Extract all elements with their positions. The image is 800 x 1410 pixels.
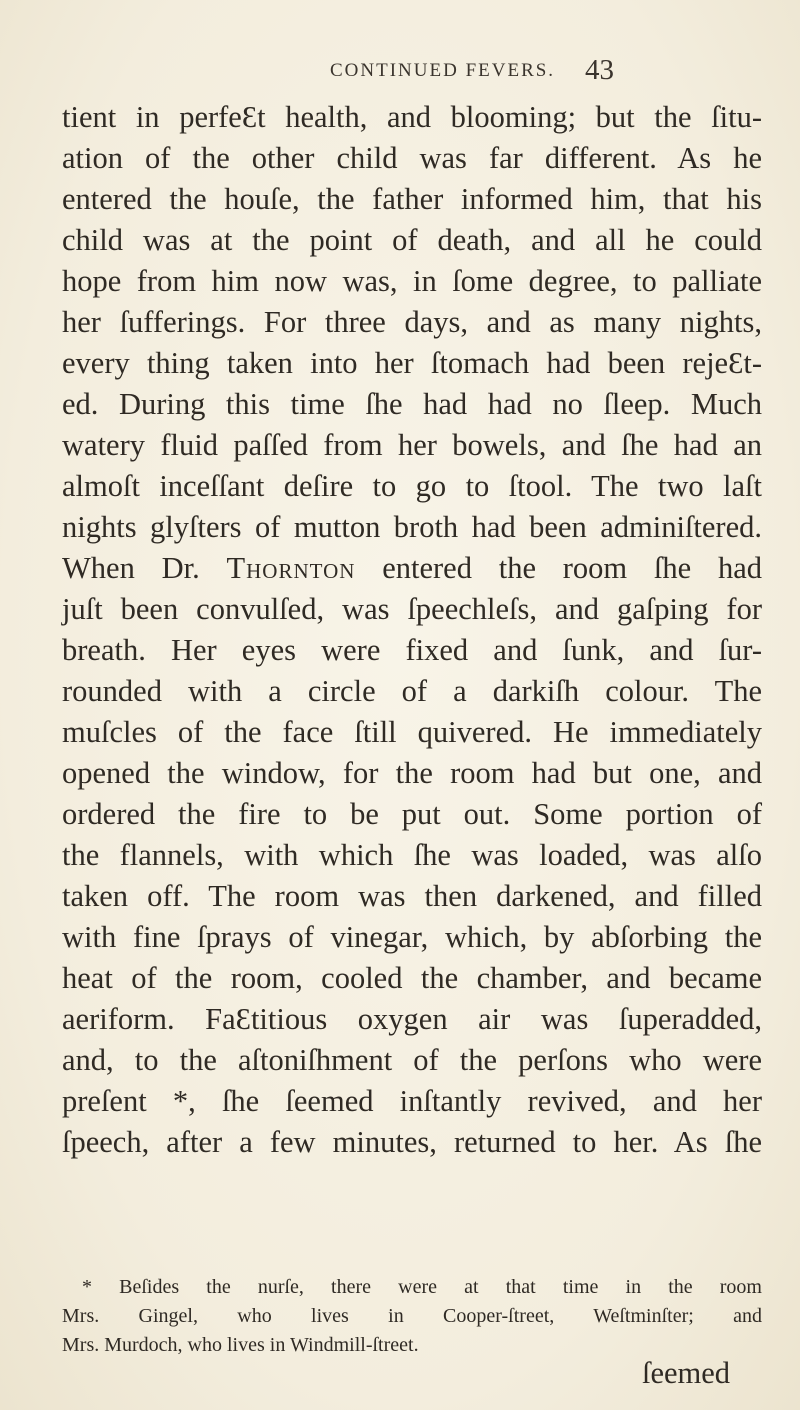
catchword: ſeemed <box>642 1356 731 1390</box>
text-fragment: entered the room ſhe had <box>382 551 763 585</box>
text-line: with fine ſprays of vinegar, which, by abſorbing the <box>62 920 762 954</box>
text-line: every thing taken into her ſtomach had been rejeƐt- <box>62 346 762 380</box>
running-head: CONTINUED FEVERS. <box>330 60 556 81</box>
body-text <box>62 97 762 1163</box>
text-line: breath. Her eyes were fixed and ſunk, and ſur- <box>62 633 762 667</box>
page-number: 43 <box>585 54 614 86</box>
text-line: the flannels, with which ſhe was loaded, was alſo <box>62 838 762 872</box>
text-line-with-name <box>62 548 762 589</box>
person-name: Thornton <box>226 551 356 585</box>
text-line: tient in perfeƐt health, and blooming; but the ſitu- <box>62 100 762 134</box>
text-line: and, to the aſtoniſhment of the perſons who were <box>62 1043 762 1077</box>
text-line: ſpeech, after a few minutes, returned to her. As ſhe <box>62 1125 762 1159</box>
text-fragment: When Dr. <box>62 551 227 585</box>
text-line: child was at the point of death, and all he could <box>62 223 762 257</box>
text-line: nights glyſters of mutton broth had been adminiſtered. <box>62 510 762 544</box>
page-header <box>0 52 800 92</box>
footnote-line: Mrs. Murdoch, who lives in Windmill-ſtreet. <box>62 1334 419 1356</box>
text-line: ed. During this time ſhe had had no ſleep. Much <box>62 387 762 421</box>
text-line: heat of the room, cooled the chamber, and became <box>62 961 762 995</box>
text-line: almoſt inceſſant deſire to go to ſtool. The two laſt <box>62 469 762 503</box>
text-line: preſent *, ſhe ſeemed inſtantly revived, and her <box>62 1084 762 1118</box>
text-line: ation of the other child was far different. As he <box>62 141 762 175</box>
text-line: taken off. The room was then darkened, and filled <box>62 879 762 913</box>
text-line: watery fluid paſſed from her bowels, and ſhe had an <box>62 428 762 462</box>
text-line: aeriform. FaƐtitious oxygen air was ſuperadded, <box>62 1002 762 1036</box>
text-line: muſcles of the face ſtill quivered. He immediately <box>62 715 762 749</box>
text-line: ordered the fire to be put out. Some portion of <box>62 797 762 831</box>
footnote-line: * Beſides the nurſe, there were at that time in the room <box>82 1276 762 1298</box>
text-line: her ſufferings. For three days, and as many nights, <box>62 305 762 339</box>
text-line: entered the houſe, the father informed him, that his <box>62 182 762 216</box>
text-line: juſt been convulſed, was ſpeechleſs, and gaſping for <box>62 592 762 626</box>
text-line: rounded with a circle of a darkiſh colour. The <box>62 674 762 708</box>
text-line: opened the window, for the room had but one, and <box>62 756 762 790</box>
footnote-line: Mrs. Gingel, who lives in Cooper-ſtreet, Weſtminſter; and <box>62 1305 762 1327</box>
footnote <box>62 1273 762 1360</box>
text-line: hope from him now was, in ſome degree, to palliate <box>62 264 762 298</box>
